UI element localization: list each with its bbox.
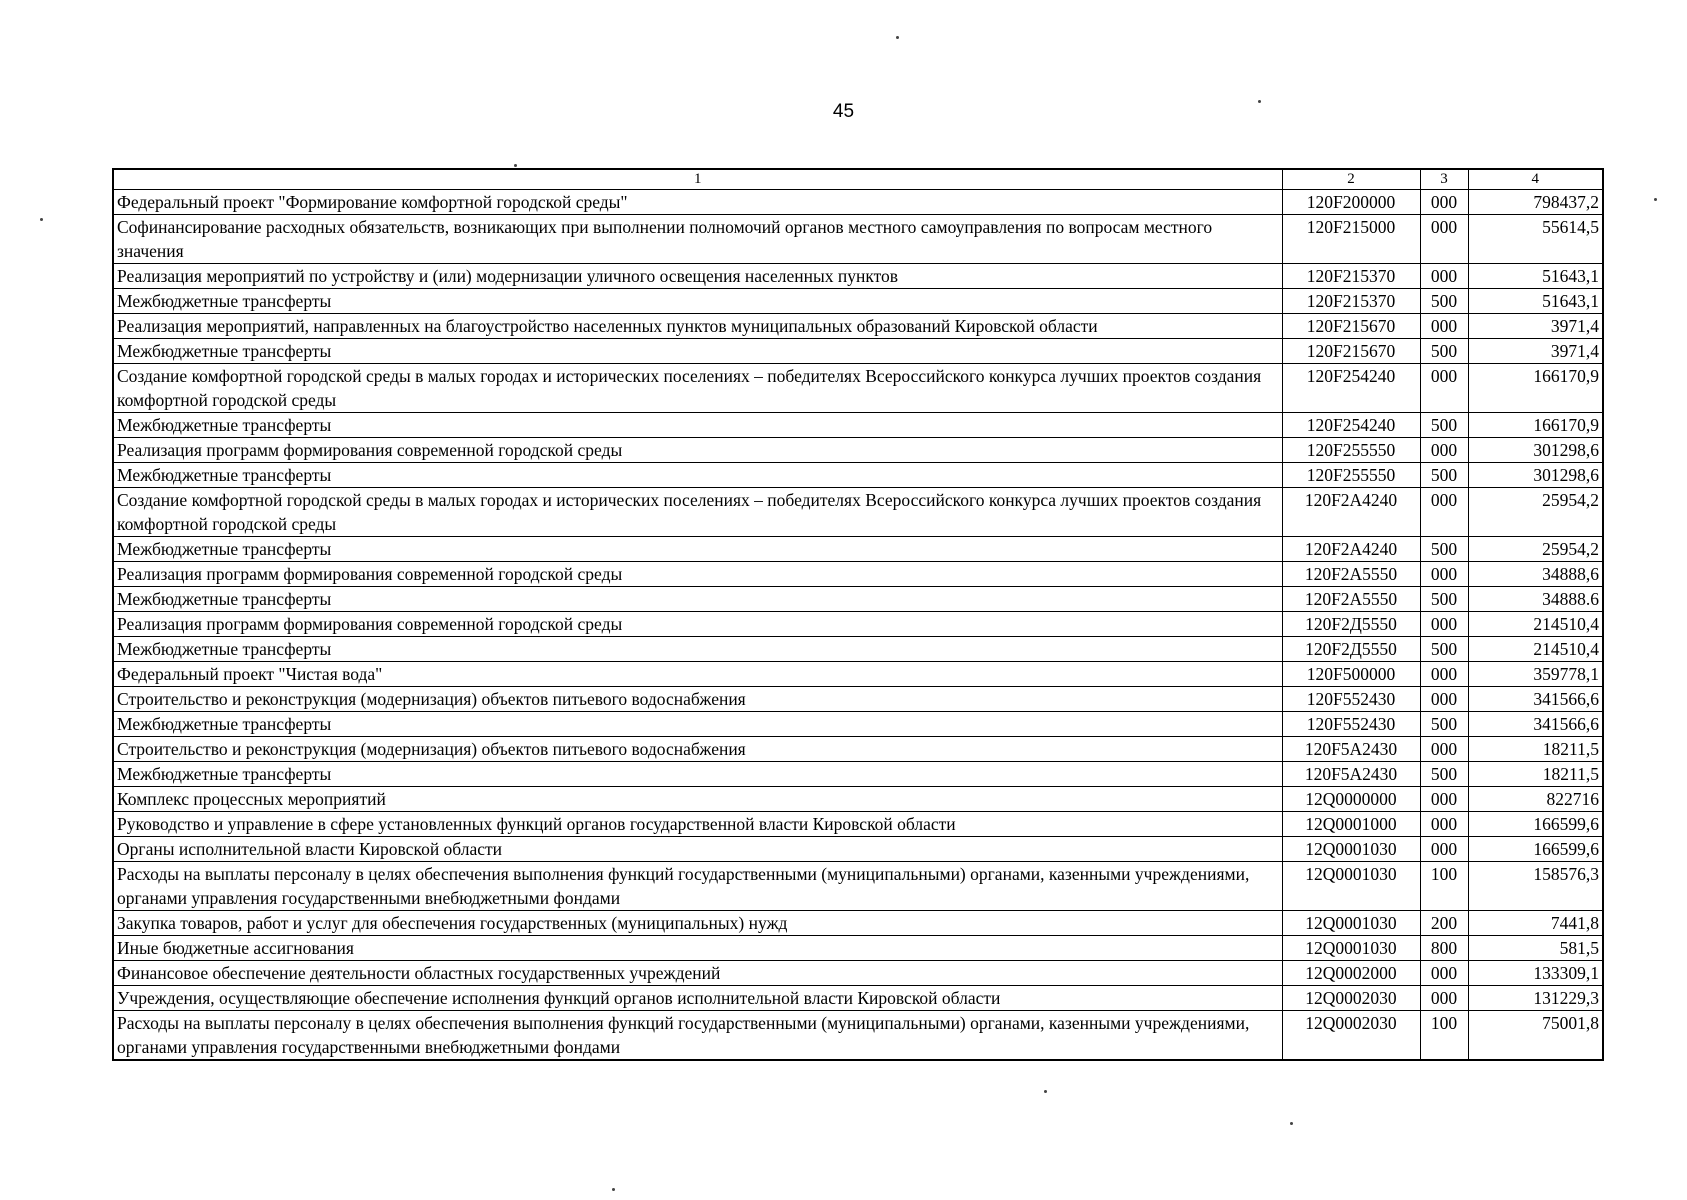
row-sum-cell: 3971,4 [1468,314,1603,339]
table-row [113,936,1603,961]
row-type-cell: 000 [1420,687,1468,712]
scan-speck [612,1188,615,1191]
table-row [113,463,1603,488]
row-sum-cell: 51643,1 [1468,264,1603,289]
table-row [113,862,1603,911]
table-body [113,190,1603,1061]
row-code-cell: 120F5A2430 [1282,737,1420,762]
table-row [113,737,1603,762]
table-row [113,637,1603,662]
row-type-cell: 100 [1420,1011,1468,1061]
row-name-cell: Межбюджетные трансферты [113,463,1282,488]
row-name-cell: Реализация программ формирования современной городской среды [113,438,1282,463]
scan-speck [514,164,517,167]
row-name-cell: Учреждения, осуществляющие обеспечение исполнения функций органов исполнительной власти Кировской области [113,986,1282,1011]
row-name-cell: Реализация мероприятий по устройству и (или) модернизации уличного освещения населенных пунктов [113,264,1282,289]
header-col-1: 1 [113,169,1282,190]
row-code-cell: 120F215670 [1282,339,1420,364]
row-name-cell: Создание комфортной городской среды в малых городах и исторических поселениях – победителях Всероссийского конкурса лучших проектов создания комфортной городской среды [113,488,1282,537]
row-name-cell: Межбюджетные трансферты [113,339,1282,364]
row-name-cell: Софинансирование расходных обязательств, возникающих при выполнении полномочий органов местного самоуправления по вопросам местного значения [113,215,1282,264]
row-sum-cell: 214510,4 [1468,612,1603,637]
table-row [113,762,1603,787]
row-name-cell: Межбюджетные трансферты [113,537,1282,562]
row-type-cell: 500 [1420,637,1468,662]
table-row [113,961,1603,986]
row-sum-cell: 34888,6 [1468,562,1603,587]
row-sum-cell: 359778,1 [1468,662,1603,687]
table-row [113,264,1603,289]
table-row [113,1011,1603,1061]
row-sum-cell: 822716 [1468,787,1603,812]
row-name-cell: Межбюджетные трансферты [113,289,1282,314]
row-sum-cell: 341566,6 [1468,712,1603,737]
table-row [113,537,1603,562]
table-row [113,215,1603,264]
row-sum-cell: 214510,4 [1468,637,1603,662]
row-code-cell: 120F500000 [1282,662,1420,687]
row-name-cell: Руководство и управление в сфере установленных функций органов государственной власти Кировской области [113,812,1282,837]
row-name-cell: Строительство и реконструкция (модернизация) объектов питьевого водоснабжения [113,737,1282,762]
table-row [113,712,1603,737]
row-code-cell: 120F254240 [1282,413,1420,438]
row-code-cell: 12Q0001030 [1282,862,1420,911]
table-row [113,787,1603,812]
row-code-cell: 120F2A5550 [1282,562,1420,587]
row-code-cell: 120F5A2430 [1282,762,1420,787]
row-code-cell: 120F255550 [1282,463,1420,488]
row-name-cell: Органы исполнительной власти Кировской области [113,837,1282,862]
row-type-cell: 000 [1420,438,1468,463]
row-type-cell: 800 [1420,936,1468,961]
table-row [113,612,1603,637]
row-name-cell: Межбюджетные трансферты [113,712,1282,737]
row-type-cell: 000 [1420,787,1468,812]
table-row [113,488,1603,537]
row-name-cell: Межбюджетные трансферты [113,413,1282,438]
row-sum-cell: 581,5 [1468,936,1603,961]
row-type-cell: 000 [1420,215,1468,264]
row-type-cell: 000 [1420,264,1468,289]
row-code-cell: 12Q0002030 [1282,1011,1420,1061]
table-row [113,289,1603,314]
table-row [113,314,1603,339]
row-type-cell: 500 [1420,537,1468,562]
header-col-3: 3 [1420,169,1468,190]
row-type-cell: 000 [1420,837,1468,862]
row-type-cell: 500 [1420,762,1468,787]
row-sum-cell: 301298,6 [1468,463,1603,488]
header-col-2: 2 [1282,169,1420,190]
row-code-cell: 12Q0001030 [1282,936,1420,961]
table-row [113,438,1603,463]
row-code-cell: 120F2Д5550 [1282,612,1420,637]
row-sum-cell: 341566,6 [1468,687,1603,712]
row-code-cell: 12Q0000000 [1282,787,1420,812]
row-name-cell: Реализация программ формирования современной городской среды [113,562,1282,587]
scan-speck [1258,100,1261,103]
row-sum-cell: 301298,6 [1468,438,1603,463]
table-row [113,562,1603,587]
row-sum-cell: 166170,9 [1468,413,1603,438]
table-row [113,911,1603,936]
row-sum-cell: 7441,8 [1468,911,1603,936]
row-sum-cell: 55614,5 [1468,215,1603,264]
row-code-cell: 120F255550 [1282,438,1420,463]
row-code-cell: 120F200000 [1282,190,1420,215]
row-code-cell: 120F552430 [1282,687,1420,712]
row-sum-cell: 166599,6 [1468,837,1603,862]
row-type-cell: 500 [1420,463,1468,488]
row-sum-cell: 166599,6 [1468,812,1603,837]
row-code-cell: 12Q0001030 [1282,911,1420,936]
table-row [113,190,1603,215]
row-code-cell: 120F2A5550 [1282,587,1420,612]
row-name-cell: Расходы на выплаты персоналу в целях обеспечения выполнения функций государственными (муниципальными) органами, казенными учреждениями, органами управления государственными внебюджетными фондами [113,1011,1282,1061]
row-code-cell: 12Q0002000 [1282,961,1420,986]
row-type-cell: 000 [1420,488,1468,537]
scan-speck [896,36,899,39]
row-sum-cell: 18211,5 [1468,762,1603,787]
budget-table [112,168,1604,1061]
row-code-cell: 120F215000 [1282,215,1420,264]
scan-speck [1044,1090,1047,1093]
row-name-cell: Реализация программ формирования современной городской среды [113,612,1282,637]
table-row [113,413,1603,438]
scan-speck [1654,198,1657,201]
header-row [113,169,1603,190]
table-row [113,662,1603,687]
row-code-cell: 120F254240 [1282,364,1420,413]
table-row [113,837,1603,862]
row-code-cell: 120F2A4240 [1282,488,1420,537]
table-row [113,364,1603,413]
row-sum-cell: 3971,4 [1468,339,1603,364]
table-row [113,687,1603,712]
row-code-cell: 120F215370 [1282,289,1420,314]
row-type-cell: 500 [1420,712,1468,737]
row-type-cell: 500 [1420,413,1468,438]
row-type-cell: 000 [1420,961,1468,986]
row-type-cell: 000 [1420,314,1468,339]
row-code-cell: 120F215370 [1282,264,1420,289]
row-name-cell: Федеральный проект "Чистая вода" [113,662,1282,687]
row-code-cell: 120F552430 [1282,712,1420,737]
row-sum-cell: 18211,5 [1468,737,1603,762]
row-sum-cell: 133309,1 [1468,961,1603,986]
row-name-cell: Создание комфортной городской среды в малых городах и исторических поселениях – победителях Всероссийского конкурса лучших проектов создания комфортной городской среды [113,364,1282,413]
row-code-cell: 120F215670 [1282,314,1420,339]
scan-speck [1290,1122,1293,1125]
row-name-cell: Межбюджетные трансферты [113,587,1282,612]
row-type-cell: 000 [1420,662,1468,687]
row-type-cell: 100 [1420,862,1468,911]
row-name-cell: Финансовое обеспечение деятельности областных государственных учреждений [113,961,1282,986]
row-code-cell: 12Q0001030 [1282,837,1420,862]
table-row [113,986,1603,1011]
row-name-cell: Строительство и реконструкция (модернизация) объектов питьевого водоснабжения [113,687,1282,712]
row-type-cell: 000 [1420,190,1468,215]
row-type-cell: 500 [1420,587,1468,612]
row-name-cell: Расходы на выплаты персоналу в целях обеспечения выполнения функций государственными (муниципальными) органами, казенными учреждениями, органами управления государственными внебюджетными фондами [113,862,1282,911]
row-name-cell: Межбюджетные трансферты [113,637,1282,662]
row-code-cell: 120F2A4240 [1282,537,1420,562]
row-name-cell: Межбюджетные трансферты [113,762,1282,787]
row-type-cell: 500 [1420,289,1468,314]
row-sum-cell: 75001,8 [1468,1011,1603,1061]
row-name-cell: Реализация мероприятий, направленных на благоустройство населенных пунктов муниципальных образований Кировской области [113,314,1282,339]
row-name-cell: Закупка товаров, работ и услуг для обеспечения государственных (муниципальных) нужд [113,911,1282,936]
table-row [113,812,1603,837]
row-sum-cell: 25954,2 [1468,488,1603,537]
row-name-cell: Иные бюджетные ассигнования [113,936,1282,961]
header-col-4: 4 [1468,169,1603,190]
row-sum-cell: 131229,3 [1468,986,1603,1011]
row-sum-cell: 166170,9 [1468,364,1603,413]
table-row [113,339,1603,364]
scan-speck [40,218,43,221]
row-type-cell: 000 [1420,562,1468,587]
row-code-cell: 12Q0001000 [1282,812,1420,837]
row-type-cell: 200 [1420,911,1468,936]
row-type-cell: 000 [1420,812,1468,837]
row-sum-cell: 798437,2 [1468,190,1603,215]
row-type-cell: 500 [1420,339,1468,364]
row-sum-cell: 34888.6 [1468,587,1603,612]
page-number: 45 [832,101,855,122]
row-type-cell: 000 [1420,737,1468,762]
row-type-cell: 000 [1420,364,1468,413]
row-code-cell: 12Q0002030 [1282,986,1420,1011]
row-type-cell: 000 [1420,986,1468,1011]
row-type-cell: 000 [1420,612,1468,637]
row-sum-cell: 25954,2 [1468,537,1603,562]
row-sum-cell: 158576,3 [1468,862,1603,911]
row-name-cell: Комплекс процессных мероприятий [113,787,1282,812]
row-sum-cell: 51643,1 [1468,289,1603,314]
table-row [113,587,1603,612]
row-name-cell: Федеральный проект "Формирование комфортной городской среды" [113,190,1282,215]
row-code-cell: 120F2Д5550 [1282,637,1420,662]
